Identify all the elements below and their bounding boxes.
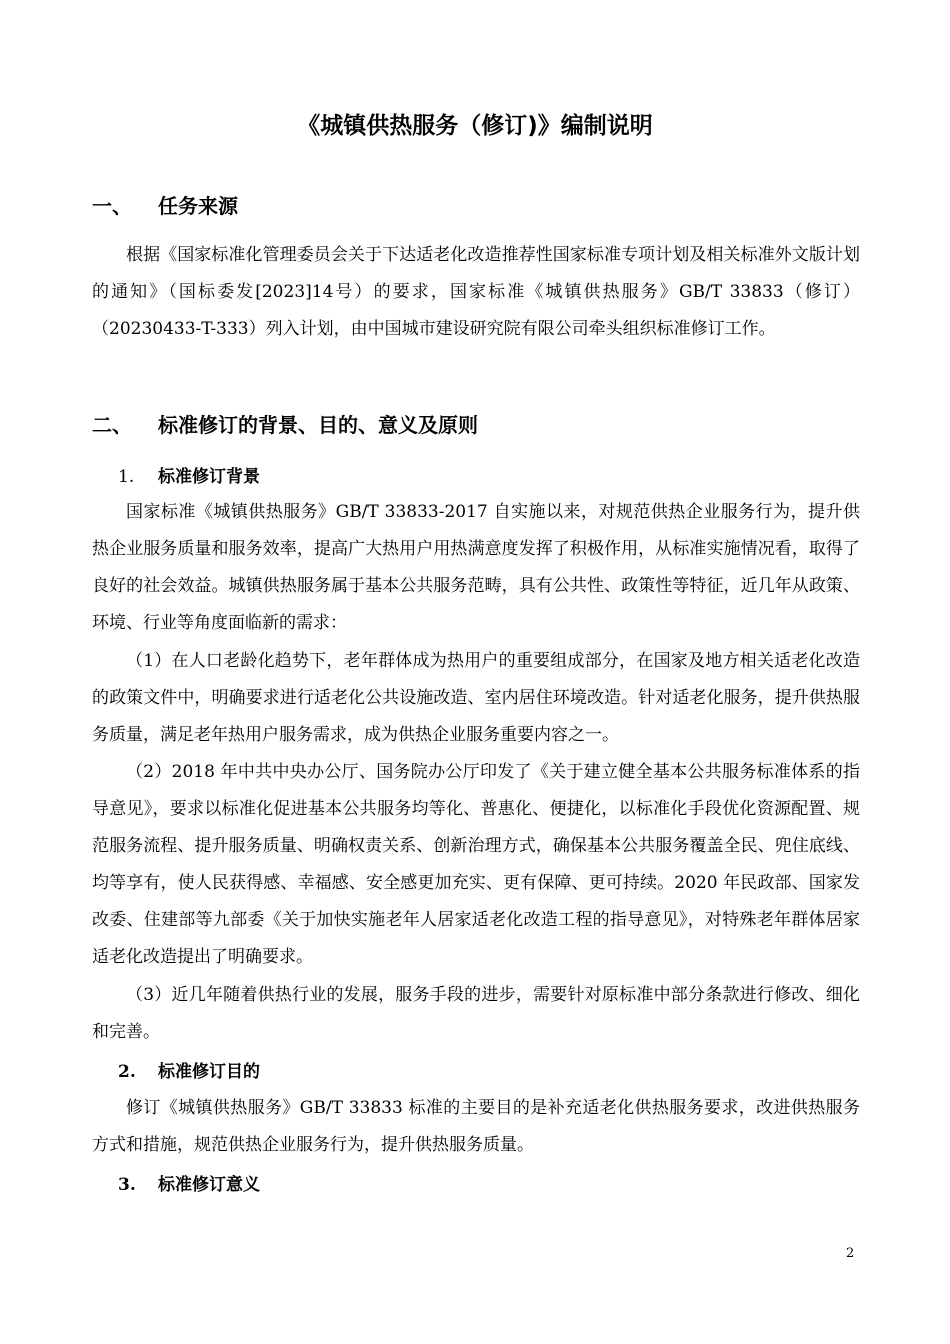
subsection-title: 标准修订背景 bbox=[158, 467, 260, 487]
subsection-number: 2. bbox=[118, 1062, 136, 1082]
paragraph-background-item-1: （1）在人口老龄化趋势下，老年群体成为热用户的重要组成部分，在国家及地方相关适老化改造的政策文件中，明确要求进行适老化公共设施改造、室内居住环境改造。针对适老化服务，提升供热服务质量，满足老年热用户服务需求，成为供热企业服务重要内容之一。 bbox=[92, 651, 860, 745]
section-title: 标准修订的背景、目的、意义及原则 bbox=[158, 413, 478, 437]
paragraph-background-item-3: （3）近几年随着供热行业的发展，服务手段的进步，需要针对原标准中部分条款进行修改、细化和完善。 bbox=[92, 985, 860, 1042]
document-title: 《城镇供热服务（修订)》编制说明 bbox=[297, 113, 653, 139]
subsection-title: 标准修订意义 bbox=[158, 1175, 260, 1195]
section-heading-2 bbox=[92, 410, 478, 440]
paragraph-background-intro: 国家标准《城镇供热服务》GB/T 33833-2017 自实施以来，对规范供热企业服务行为，提升供热企业服务质量和服务效率，提高广大热用户用热满意度发挥了积极作用，从标准实施情况看，取得了良好的社会效益。城镇供热服务属于基本公共服务范畴，具有公共性、政策性等特征，近几年从政策、环境、行业等角度面临新的需求： bbox=[92, 502, 860, 633]
subsection-heading-significance bbox=[118, 1170, 260, 1200]
page-number: 2 bbox=[846, 1246, 855, 1261]
section-number: 二、 bbox=[92, 413, 132, 437]
subsection-number: 3. bbox=[118, 1175, 136, 1195]
subsection-heading-background bbox=[118, 462, 260, 492]
subsection-number: 1. bbox=[118, 467, 135, 487]
section-heading-1 bbox=[92, 191, 238, 221]
section-title: 任务来源 bbox=[158, 194, 238, 218]
paragraph-background-item-2: （2）2018 年中共中央办公厅、国务院办公厅印发了《关于建立健全基本公共服务标准体系的指导意见》，要求以标准化促进基本公共服务均等化、普惠化、便捷化，以标准化手段优化资源配置、规范服务流程、提升服务质量、明确权责关系、创新治理方式，确保基本公共服务覆盖全民、兜住底线、均等享有，使人民获得感、幸福感、安全感更加充实、更有保障、更可持续。2020 年民政部、国家发改委、住建部等九部委《关于加快实施老年人居家适老化改造工程的指导意见》，对特殊老年群体居家适老化改造提出了明确要求。 bbox=[92, 762, 860, 967]
section-number: 一、 bbox=[92, 194, 132, 218]
subsection-heading-purpose bbox=[118, 1057, 260, 1087]
paragraph-purpose: 修订《城镇供热服务》GB/T 33833 标准的主要目的是补充适老化供热服务要求，改进供热服务方式和措施，规范供热企业服务行为，提升供热服务质量。 bbox=[92, 1098, 860, 1155]
paragraph-task-source: 根据《国家标准化管理委员会关于下达适老化改造推荐性国家标准专项计划及相关标准外文版计划的通知》（国标委发[2023]14号）的要求，国家标准《城镇供热服务》GB/T 33833（修订）（20230433-T-333）列入计划，由中国城市建设研究院有限公司牵头组织标准修订工作。 bbox=[92, 245, 860, 339]
subsection-title: 标准修订目的 bbox=[158, 1062, 260, 1082]
